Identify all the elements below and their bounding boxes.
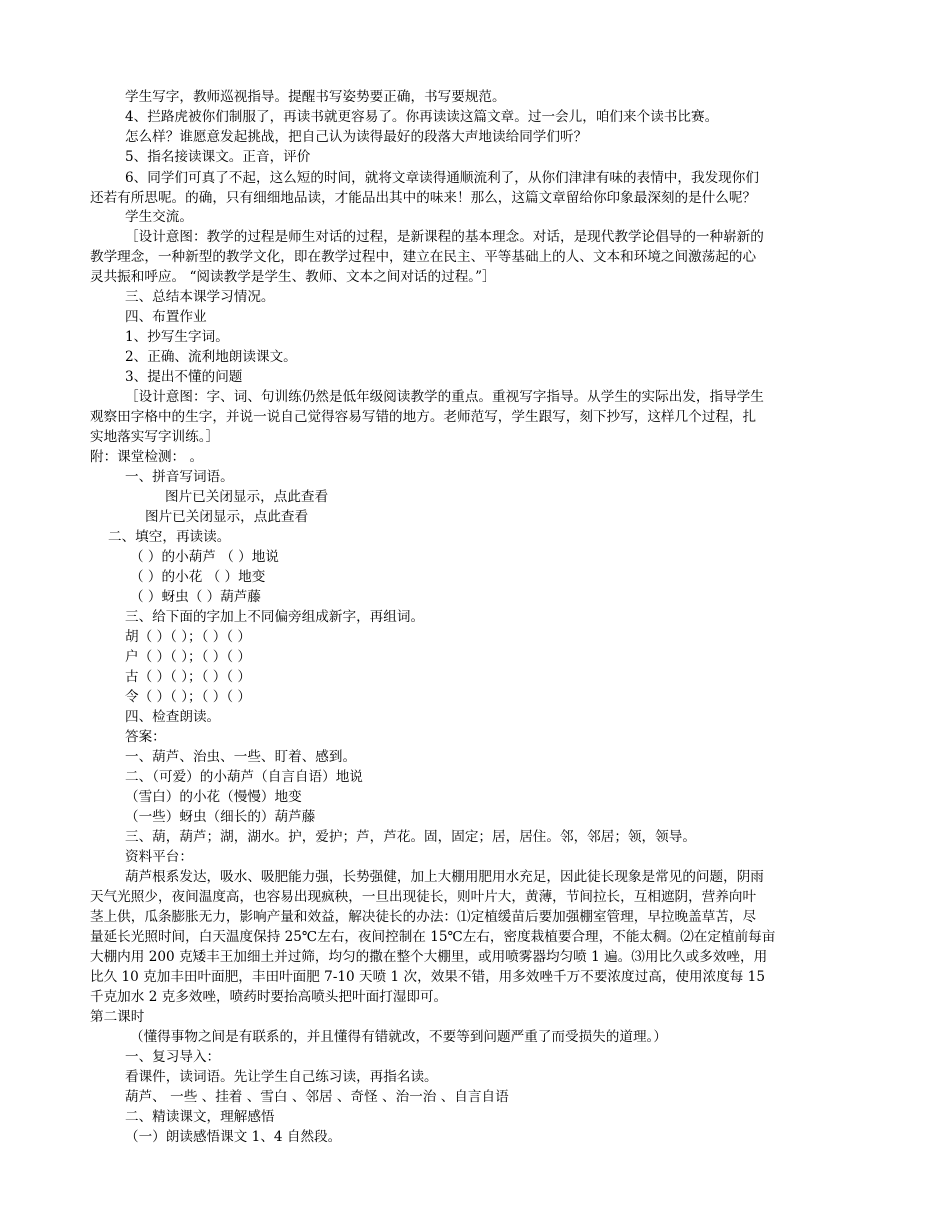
paragraph-line: 葫芦、 一些 、挂着 、雪白 、邻居 、奇怪 、治一治 、自言自语	[125, 1089, 509, 1105]
section-heading: 三、总结本课学习情况。	[125, 289, 275, 305]
exercise-line: 令（ ）（ ）；（ ）（ ）	[125, 689, 252, 705]
answer-line: （一些）蚜虫（细长的）葫芦藤	[125, 809, 316, 825]
text-line: 学生写字，教师巡视指导。提醒书写姿势要正确，书写要规范。	[125, 89, 506, 105]
paragraph-line: 量延长光照时间，白天温度保持 25℃左右，夜间控制在 15℃左右，密度栽植要合理，不能太稠。⑵在定植前每亩	[90, 929, 776, 945]
text-line: 5、指名接读课文。正音，评价	[125, 149, 311, 165]
answer-line: 二、（可爱）的小葫芦（自言自语）地说	[125, 769, 363, 785]
paragraph-line: 葫芦根系发达，吸水、吸肥能力强，长势强健，加上大棚用肥用水充足，因此徒长现象是常见的问题，阴雨	[125, 869, 764, 885]
design-note: 教学理念，一种新型的教学文化，即在教学过程中，建立在民主、平等基础上的人、文本和环境之间激荡起的心	[90, 249, 757, 265]
image-placeholder-link[interactable]: 图片已关闭显示，点此查看	[165, 489, 329, 505]
answer-line: 一、葫芦、治虫、一些、盯着、感到。	[125, 749, 357, 765]
paragraph-line: 大棚内用 200 克矮丰王加细土并过筛，均匀的撒在整个大棚里，或用喷雾器均匀喷 1 遍。⑶用比久或多效唑，用	[90, 949, 768, 965]
exercise-line: 古（ ）（ ）；（ ）（ ）	[125, 669, 252, 685]
section-heading: 附：课堂检测： 。	[90, 449, 204, 465]
paragraph-line: 比久 10 克加丰田叶面肥，丰田叶面肥 7-10 天喷 1 次，效果不错，用多效唑千万不要浓度过高，使用浓度每 15	[90, 969, 765, 985]
section-heading: 答案：	[125, 729, 166, 745]
exercise-line: 户（ ）（ ）；（ ）（ ）	[125, 649, 252, 665]
text-line: 怎么样？谁愿意发起挑战，把自己认为读得最好的段落大声地读给同学们听？	[125, 129, 588, 145]
section-heading: 四、检查朗读。	[125, 709, 221, 725]
exercise-line: （ ）的小葫芦 （ ）地说	[130, 549, 279, 565]
list-item: 2、正确、流利地朗读课文。	[125, 349, 297, 365]
text-line: 4、拦路虎被你们制服了，再读书就更容易了。你再读读这篇文章。过一会儿，咱们来个读书比赛。	[125, 109, 719, 125]
section-heading: 二、填空，再读读。	[108, 529, 231, 545]
section-heading: 第二课时	[90, 1009, 145, 1025]
paragraph-line: 茎上供，瓜条膨胀无力，影响产量和效益，解决徒长的办法：⑴定植缓苗后要加强棚室管理，早拉晚盖草苫，尽	[90, 909, 757, 925]
list-item: 1、抄写生字词。	[125, 329, 229, 345]
design-note: 观察田字格中的生字，并说一说自己觉得容易写错的地方。老师范写，学生跟写，刻下抄写，这样几个过程，扎	[90, 409, 757, 425]
section-heading: 四、布置作业	[125, 309, 207, 325]
answer-line: 三、葫，葫芦；湖，湖水。护，爱护；芦，芦花。固，固定；居，居住。邻，邻居；领，领导。	[125, 829, 696, 845]
section-heading: 一、拼音写词语。	[125, 469, 234, 485]
text-line: 还若有所思呢。的确，只有细细地品读，才能品出其中的味来！那么，这篇文章留给你印象最深刻的是什么呢？	[90, 190, 757, 206]
paragraph-line: 千克加水 2 克多效唑，喷药时要抬高喷头把叶面打湿即可。	[90, 989, 448, 1005]
design-note: ［设计意图：字、词、句训练仍然是低年级阅读教学的重点。重视写字指导。从学生的实际出发，指导学生	[125, 389, 764, 405]
design-note: 灵共振和呼应。 “阅读教学是学生、教师、文本之间对话的过程。”］	[90, 269, 496, 285]
text-line: 6、同学们可真了不起，这么短的时间，就将文章读得通顺流利了，从你们津津有味的表情中，我发现你们	[125, 170, 759, 186]
design-note: 实地落实写字训练。］	[90, 429, 220, 445]
paragraph-line: （一）朗读感悟课文 1、4 自然段。	[125, 1129, 342, 1145]
text-line: 学生交流。	[125, 209, 193, 225]
section-heading: 资料平台：	[125, 849, 193, 865]
section-heading: 三、给下面的字加上不同偏旁组成新字，再组词。	[125, 609, 425, 625]
image-placeholder-link[interactable]: 图片已关闭显示，点此查看	[145, 509, 309, 525]
answer-line: （雪白）的小花（慢慢）地变	[125, 789, 302, 805]
section-heading: 一、复习导入：	[125, 1049, 221, 1065]
design-note: ［设计意图：教学的过程是师生对话的过程，是新课程的基本理念。对话，是现代教学论倡导的一种崭新的	[125, 229, 764, 245]
paragraph-line: （懂得事物之间是有联系的，并且懂得有错就改，不要等到问题严重了而受损失的道理。）	[130, 1029, 667, 1045]
list-item: 3、提出不懂的问题	[125, 369, 243, 385]
exercise-line: 胡（ ）（ ）；（ ）（ ）	[125, 629, 252, 645]
exercise-line: （ ）的小花 （ ）地变	[130, 569, 266, 585]
paragraph-line: 天气光照少，夜间温度高，也容易出现疯秧，一旦出现徒长，则叶片大，黄薄，节间拉长，互相遮阴，营养向叶	[90, 889, 757, 905]
exercise-line: （ ）蚜虫（ ）葫芦藤	[130, 589, 261, 605]
section-heading: 二、精读课文，理解感悟	[125, 1109, 275, 1125]
paragraph-line: 看课件，读词语。先让学生自己练习读，再指名读。	[125, 1069, 438, 1085]
